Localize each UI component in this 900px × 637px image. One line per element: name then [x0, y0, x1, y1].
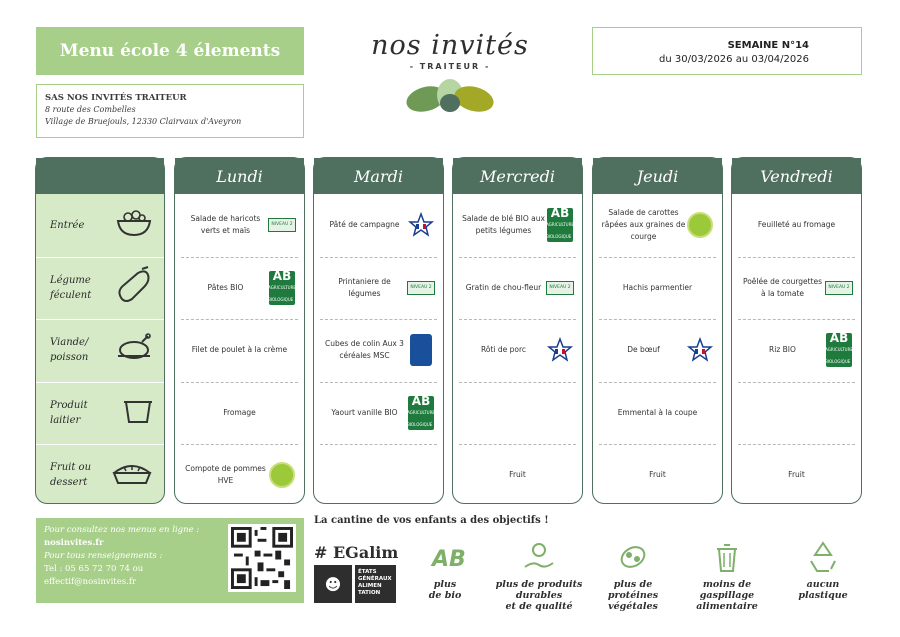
dish-name: Filet de poulet à la crème [191, 345, 288, 355]
egalim-hashtag: # EGalim [314, 543, 399, 562]
phone-text: Tel : 05 65 72 70 74 ou [44, 564, 144, 574]
menu-cell [175, 444, 304, 507]
logo-brand: nos invités [371, 30, 529, 61]
dish-name: Fruit [649, 470, 666, 480]
dish-name: De bœuf [627, 345, 660, 355]
menu-cell [732, 382, 861, 445]
day-header-mercredi: Mercredi [453, 158, 582, 194]
niveau2-cert-icon: NIVEAU 2 [546, 281, 574, 295]
svg-text:AB: AB [432, 547, 466, 572]
leaves-icon [404, 73, 496, 113]
day-column [174, 157, 305, 504]
info-text: Pour tous renseignements : [44, 551, 163, 561]
category-1 [36, 257, 164, 320]
website-link[interactable]: nosinvites.fr [44, 538, 104, 548]
qr-code-icon[interactable] [228, 524, 296, 592]
day-header-lundi: Lundi [175, 158, 304, 194]
address-line-2: Village de Bruejouls, 12330 Clairvaux d'Aveyron [45, 117, 242, 126]
menu-cell [175, 257, 304, 320]
msc-cert-icon [410, 334, 432, 366]
menu-cell [314, 444, 443, 507]
email-link[interactable]: effectif@nosinvites.fr [44, 577, 137, 587]
menu-cell [314, 194, 443, 257]
menu-title: Menu école 4 élements [36, 27, 304, 75]
chicken-icon [114, 332, 154, 369]
dish-name: Cubes de colin Aux 3 céréales MSC [325, 339, 404, 361]
family-icon: ☻ [314, 565, 352, 603]
brand-logo [370, 30, 530, 117]
objective-4 [778, 538, 868, 601]
category-label: Entrée [50, 219, 85, 231]
dish-name: Salade de blé BIO aux petits légumes [462, 214, 545, 236]
dish-name: Salade de carottes râpées aux graines de courge [601, 208, 686, 242]
eggplant-icon [114, 265, 154, 310]
recycle-icon [778, 538, 868, 576]
logo-sub: - TRAITEUR - [409, 62, 491, 71]
menu-cell [314, 382, 443, 445]
dish-name: Feuilleté au fromage [757, 220, 836, 230]
dish-name: Riz BIO [769, 345, 796, 355]
week-number: SEMAINE N°14 [727, 40, 809, 51]
dish-name: Fruit [788, 470, 805, 480]
day-column [313, 157, 444, 504]
dish-name: Pâté de campagne [329, 220, 400, 230]
dish-name: Rôti de porc [480, 345, 527, 355]
objective-label: plus de protéines végétales [607, 579, 659, 612]
menu-cell [593, 444, 722, 507]
menu-cell [175, 319, 304, 382]
category-label: Produit laitier [50, 399, 88, 426]
category-label: Viande/ poisson [50, 337, 89, 364]
dish-name: Printaniere de légumes [338, 276, 391, 298]
yogurt-icon [122, 394, 154, 431]
dish-name: Compote de pommes HVE [185, 464, 266, 486]
address-box [36, 84, 304, 138]
menu-cell [732, 444, 861, 507]
day-column [452, 157, 583, 504]
menu-cell [175, 194, 304, 257]
objective-0 [400, 538, 490, 601]
menu-cell [593, 257, 722, 320]
objectives-title: La cantine de vos enfants a des objectifs ! [314, 515, 549, 526]
ab-organic-icon: AB AGRICULTURE BIOLOGIQUE [826, 333, 852, 367]
menu-cell [453, 382, 582, 445]
address-line-1: 8 route des Combelles [45, 105, 136, 114]
trash-icon [682, 538, 772, 576]
day-column [731, 157, 862, 504]
menu-cell [314, 319, 443, 382]
french-origin-icon [687, 337, 713, 363]
hve-cert-icon [269, 462, 295, 488]
category-0 [36, 194, 164, 257]
day-header-mardi: Mardi [314, 158, 443, 194]
week-box [592, 27, 862, 75]
objective-label: aucun plastique [798, 579, 848, 601]
day-column [592, 157, 723, 504]
day-header-vendredi: Vendredi [732, 158, 861, 194]
menu-cell [732, 257, 861, 320]
menu-cell [453, 444, 582, 507]
category-2 [36, 319, 164, 382]
ab-organic-icon: AB AGRICULTURE BIOLOGIQUE [269, 271, 295, 305]
category-column [35, 157, 165, 504]
menu-cell [732, 319, 861, 382]
dish-name: Gratin de chou-fleur [465, 282, 542, 292]
hve-cert-icon [687, 212, 713, 238]
objective-1 [494, 538, 584, 612]
consult-text: Pour consultez nos menus en ligne : [44, 525, 200, 535]
company-name: SAS NOS INVITÉS TRAITEUR [45, 93, 187, 103]
menu-cell [453, 257, 582, 320]
dish-name: Emmental à la coupe [617, 407, 698, 417]
menu-cell [593, 194, 722, 257]
objective-label: moins de gaspillage alimentaire [696, 579, 758, 612]
objective-3 [682, 538, 772, 612]
ab-organic-icon: AB AGRICULTURE BIOLOGIQUE [547, 208, 573, 242]
dish-name: Salade de haricots verts et maïs [190, 214, 261, 236]
category-label: Légume féculent [50, 274, 92, 301]
dish-name: Hachis parmentier [622, 282, 693, 292]
niveau2-cert-icon: NIVEAU 2 [825, 281, 853, 295]
egalim-logo [314, 565, 396, 603]
menu-cell [314, 257, 443, 320]
objective-2 [588, 538, 678, 612]
french-origin-icon [408, 212, 434, 238]
category-4 [36, 444, 164, 507]
week-dates: du 30/03/2026 au 03/04/2026 [659, 54, 809, 65]
menu-cell [453, 194, 582, 257]
contact-box [36, 518, 304, 603]
menu-cell [732, 194, 861, 257]
dish-name: Fromage [223, 407, 256, 417]
dish-name: Pâtes BIO [207, 282, 244, 292]
salad-bowl-icon [114, 207, 154, 244]
dish-name: Fruit [509, 470, 526, 480]
egalim-logo-text: ÉTATS GÉNÉRAUX ALIMEN TATION [355, 565, 396, 603]
dish-name: Yaourt vanille BIO [331, 407, 398, 417]
ab-icon [400, 538, 490, 576]
category-header [36, 158, 164, 194]
ab-organic-icon: AB AGRICULTURE BIOLOGIQUE [408, 396, 434, 430]
day-header-jeudi: Jeudi [593, 158, 722, 194]
objective-label: plus de bio [428, 579, 462, 601]
menu-cell [453, 319, 582, 382]
dish-name: Poêlée de courgettes à la tomate [742, 276, 823, 298]
category-label: Fruit ou dessert [50, 462, 92, 489]
menu-cell [175, 382, 304, 445]
menu-cell [593, 319, 722, 382]
objective-label: plus de produits durables et de qualité [495, 579, 583, 612]
beans-icon [588, 538, 678, 576]
niveau2-cert-icon: NIVEAU 2 [268, 218, 296, 232]
pie-icon [110, 457, 154, 494]
niveau2-cert-icon: NIVEAU 2 [407, 281, 435, 295]
category-3 [36, 382, 164, 445]
menu-cell [593, 382, 722, 445]
french-origin-icon [547, 337, 573, 363]
hand-apple-icon [494, 538, 584, 576]
